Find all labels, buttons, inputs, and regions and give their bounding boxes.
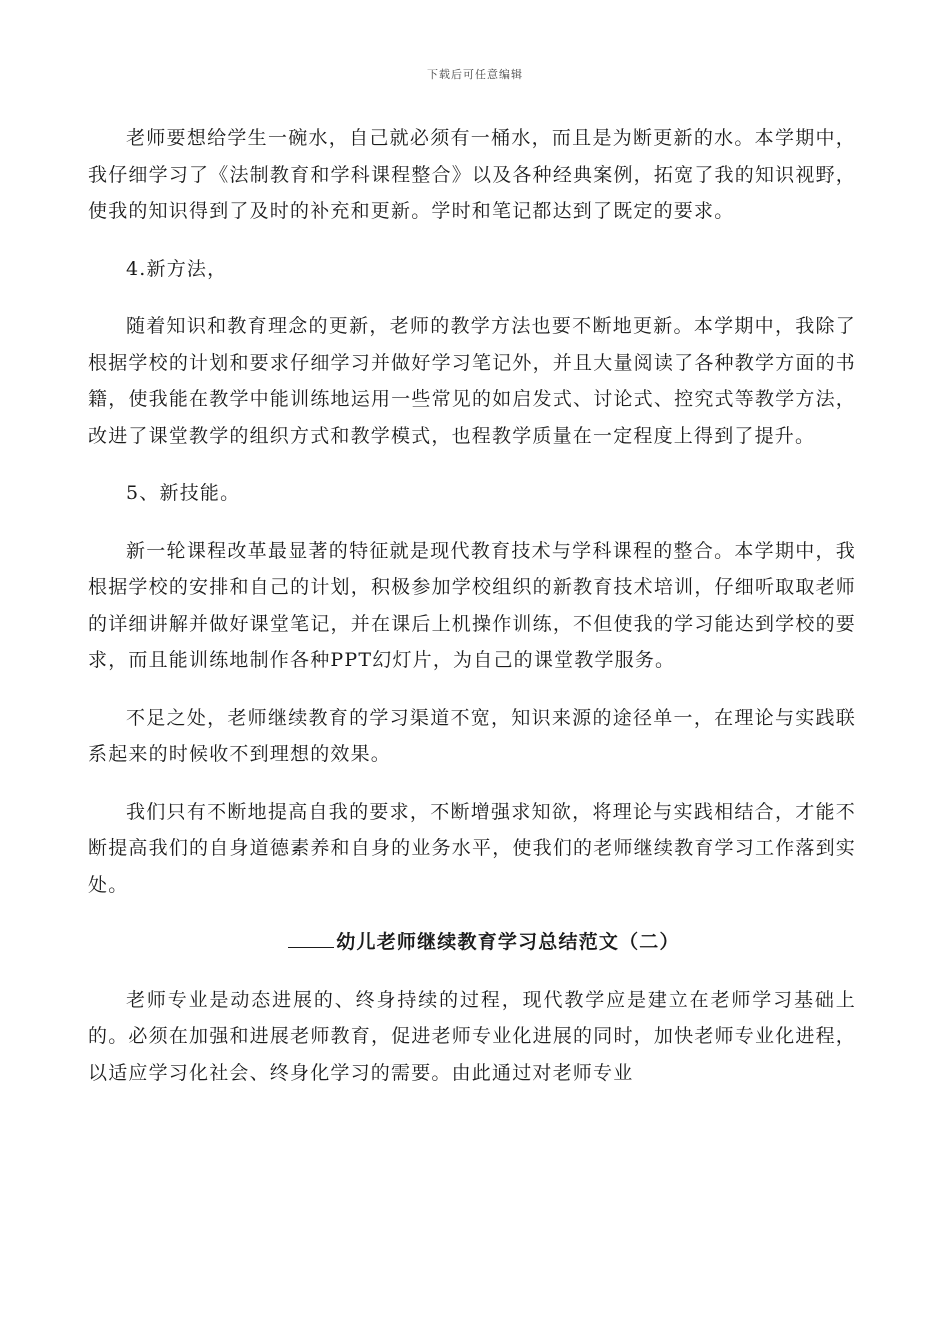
paragraph-shortcomings: 不足之处，老师继续教育的学习渠道不宽，知识来源的途径单一，在理论与实践联系起来的时候收不到理想的效果。	[88, 706, 856, 765]
document-body	[88, 120, 856, 1091]
paragraph-conclusion: 我们只有不断地提高自我的要求，不断增强求知欲，将理论与实践相结合，才能不断提高我们的自身道德素养和自身的业务水平，使我们的老师继续教育学习工作落到实处。	[88, 800, 856, 896]
section-title-text: 幼儿老师继续教育学习总结范文（二）	[336, 931, 680, 953]
page-header: 下载后可任意编辑	[427, 68, 523, 81]
paragraph-teacher-professional: 老师专业是动态进展的、终身持续的过程，现代教学应是建立在老师学习基础上的。必须在加强和进展老师教育，促进老师专业化进展的同时，加快老师专业化进程，以适应学习化社会、终身化学习的需要。由此通过对老师专业	[88, 988, 856, 1084]
title-blank-line	[288, 927, 334, 948]
paragraph-new-methods: 随着知识和教育理念的更新，老师的教学方法也要不断地更新。本学期中，我除了根据学校的计划和要求仔细学习并做好学习笔记外，并且大量阅读了各种教学方面的书籍，使我能在教学中能训练地运用一些常见的如启发式、讨论式、控究式等教学方法，改进了课堂教学的组织方式和教学模式，也程教学质量在一定程度上得到了提升。	[88, 315, 856, 447]
paragraph-teacher-water: 老师要想给学生一碗水，自己就必须有一桶水，而且是为断更新的水。本学期中，我仔细学习了《法制教育和学科课程整合》以及各种经典案例，拓宽了我的知识视野，使我的知识得到了及时的补充和更新。学时和笔记都达到了既定的要求。	[88, 127, 856, 222]
heading-new-skills: 5、新技能。	[126, 482, 241, 504]
section-title	[88, 924, 856, 961]
heading-new-methods: 4.新方法，	[126, 257, 228, 280]
paragraph-new-skills: 新一轮课程改革最显著的特征就是现代教育技术与学科课程的整合。本学期中，我根据学校的安排和自己的计划，积极参加学校组织的新教育技术培训，仔细听取取老师的详细讲解并做好课堂笔记，并在课后上机操作训练，不但使我的学习能达到学校的要求，而且能训练地制作各种PPT幻灯片，为自己的课堂教学服务。	[88, 539, 856, 671]
